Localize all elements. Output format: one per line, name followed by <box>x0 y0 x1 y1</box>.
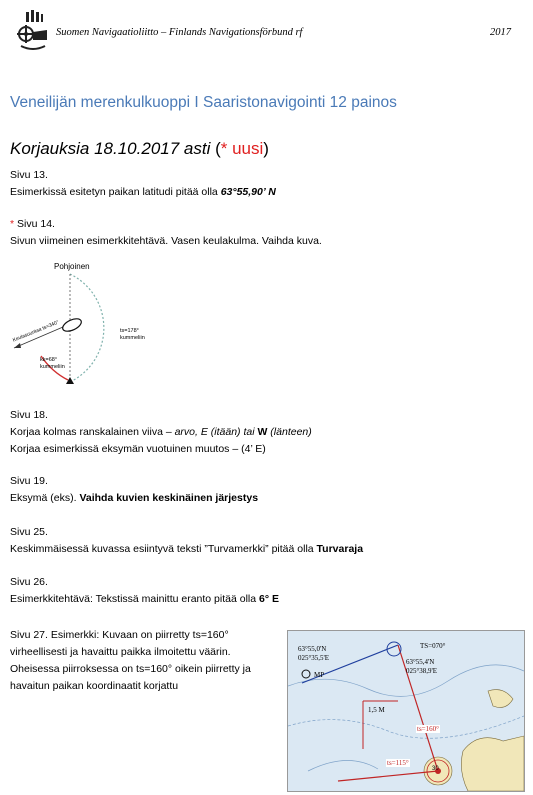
s25-body: Keskimmäisessä kuvassa esiintyvä teksti ”Turvamerkki” pitää olla <box>10 543 317 555</box>
kk-label <box>40 357 65 371</box>
s18-a: Korjaa kolmas ranskalainen viiva – <box>10 426 175 438</box>
section-19-page: Sivu 19. <box>10 475 48 487</box>
s27-line: virheellisesti ja havaittu paikka ilmoitettu väärin. <box>10 646 231 658</box>
s19-bold: Vaihda kuvien keskinäinen järjestys <box>79 492 259 504</box>
section-18-line2: Korjaa esimerkissä eksymän vuotuinen muutos – (4’ E) <box>10 443 266 455</box>
section-14 <box>10 216 322 250</box>
section-18 <box>10 407 312 458</box>
section-25-page: Sivu 25. <box>10 526 48 538</box>
subtitle-close: ) <box>263 139 269 158</box>
cairn-icon <box>66 377 74 384</box>
ts-160-label: ts=160° <box>417 725 439 733</box>
ts-label <box>120 328 145 342</box>
s18-c: W <box>257 426 268 438</box>
section-19 <box>10 473 258 507</box>
s27-line: Oheisessa piirroksessa on ts=160° oikein piirretty ja <box>10 663 251 675</box>
section-19-text <box>10 490 258 507</box>
section-26 <box>10 574 279 608</box>
subtitle-text: Korjauksia 18.10.2017 asti <box>10 139 211 158</box>
section-13-text <box>10 184 276 201</box>
ts-label-line1: ts=178° <box>120 328 139 334</box>
pos1-lon: 025°35,5'E <box>298 654 330 662</box>
section-25-text <box>10 541 363 558</box>
s26-body: Esimerkkitehtävä: Tekstissä mainittu eranto pitää olla <box>10 593 260 605</box>
kk-label-line2: kummeliin <box>40 364 65 370</box>
north-label: Pohjoinen <box>54 262 90 271</box>
s18-d: (länteen) <box>267 426 312 438</box>
section-13 <box>10 167 276 201</box>
s26-bold: 6° E <box>259 593 279 605</box>
bearing-label: Keulasuuntaa ts=340° <box>12 319 60 344</box>
section-14-page-label: Sivu 14. <box>14 218 55 230</box>
subtitle-open: ( <box>210 139 221 158</box>
new-star: * <box>10 218 15 230</box>
header-org: Suomen Navigaatioliitto – Finlands Navigationsförbund rf <box>56 27 303 38</box>
ts-label-line2: kummeliin <box>120 335 145 341</box>
new-marker-label: * uusi <box>220 139 264 158</box>
section-13-value: 63°55,90’ N <box>220 186 276 198</box>
logo <box>17 10 49 52</box>
island <box>461 736 524 791</box>
section-18-page: Sivu 18. <box>10 409 48 421</box>
s25-bold: Turvaraja <box>316 543 364 555</box>
pos1-lat: 63°55,0'N <box>298 645 327 653</box>
page-subtitle <box>10 139 269 159</box>
doc-title: Veneilijän merenkulkuoppi I Saaristonavigointi 12 painos <box>10 94 397 111</box>
s19-body: Eksymä (eks). <box>10 492 80 504</box>
section-26-page: Sivu 26. <box>10 576 48 588</box>
section-26-text <box>10 591 279 608</box>
kk-label-line1: kk=68° <box>40 357 58 363</box>
pos2-lon: 025°38,9'E <box>406 667 438 675</box>
section-13-page: Sivu 13. <box>10 169 48 181</box>
pos2-label <box>406 658 437 676</box>
mark-number: 30 <box>432 766 439 772</box>
section-25 <box>10 524 363 558</box>
section-14-page <box>10 216 322 233</box>
section-14-text: Sivun viimeinen esimerkkitehtävä. Vasen keulakulma. Vaihda kuva. <box>10 235 322 247</box>
s27-line: havaitun paikan koordinaatit korjattu <box>10 680 179 692</box>
ts-070-label: TS=070° <box>420 642 446 650</box>
nautical-chart-figure <box>287 630 525 792</box>
pos1-label <box>298 645 329 663</box>
ts-115-label: ts=115° <box>387 759 409 767</box>
depth-label: 1,5 M <box>368 706 385 714</box>
header-year: 2017 <box>490 27 511 38</box>
mp-label: MP <box>314 671 325 679</box>
s18-b: arvo, E (itään) tai <box>174 426 258 438</box>
compass-figure <box>8 262 178 392</box>
s27-line: Sivu 27. Esimerkki: Kuvaan on piirretty ts=160° <box>10 629 229 641</box>
section-18-line1 <box>10 424 312 441</box>
pos2-lat: 63°55,4'N <box>406 658 435 666</box>
boat-icon <box>61 316 83 334</box>
heading-arrow <box>14 343 21 348</box>
section-27 <box>10 627 251 695</box>
section-13-body: Esimerkissä esitetyn paikan latitudi pitää olla <box>10 186 221 198</box>
